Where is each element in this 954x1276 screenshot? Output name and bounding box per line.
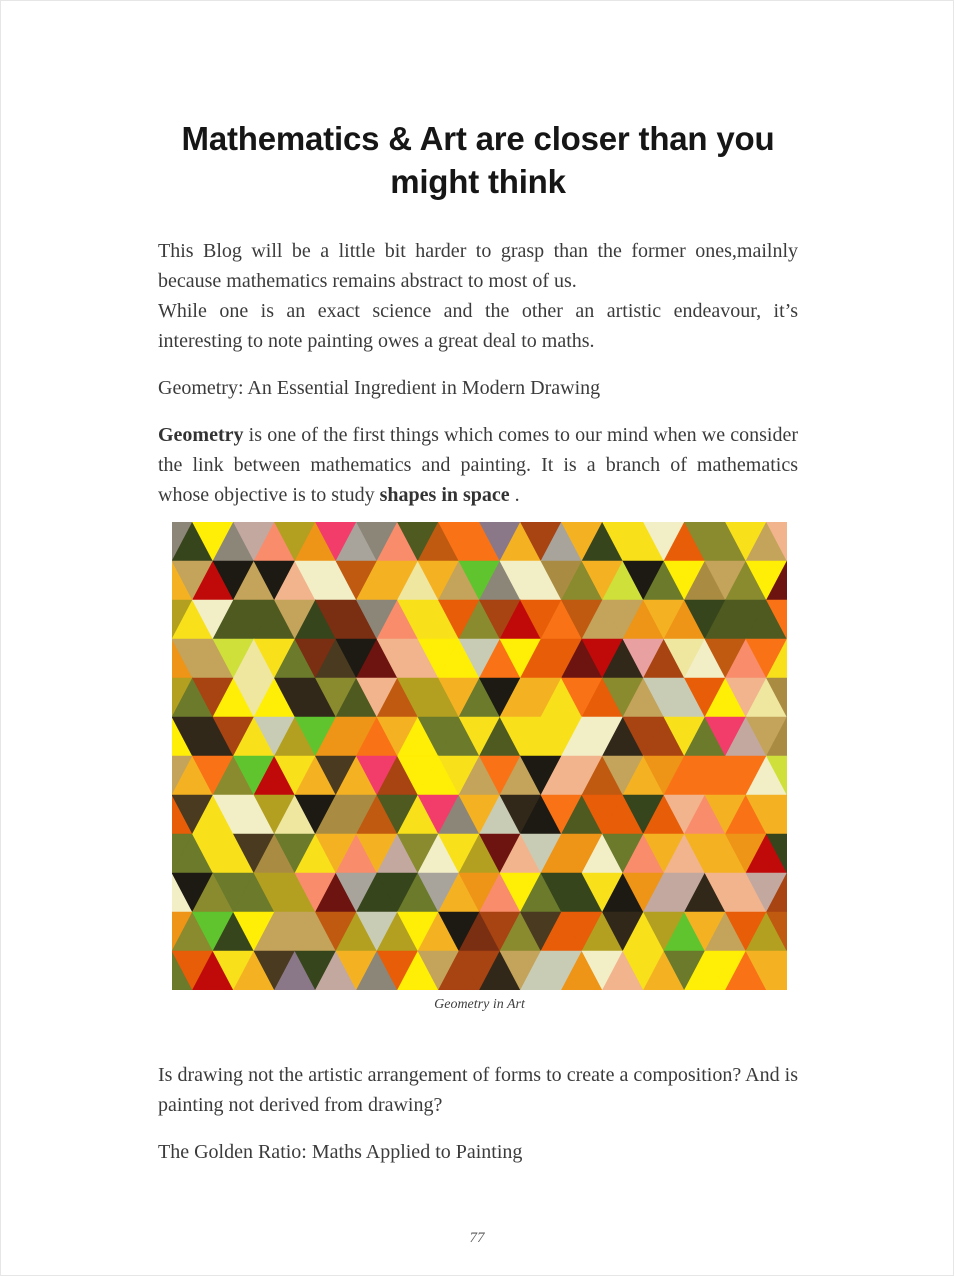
page-title-line1: Mathematics & Art are closer than you bbox=[181, 120, 775, 157]
figure bbox=[172, 522, 787, 1013]
geometry-lead-bold: Geometry bbox=[158, 424, 244, 446]
geometry-paragraph-middle: is one of the first things which comes to our mind when we consider the link between mathematics and painting. It is a branch of mathematics whose objective is to study bbox=[158, 424, 798, 506]
triangle-mosaic-svg bbox=[172, 522, 787, 990]
intro-sentence-1: This Blog will be a little bit harder to grasp than the former ones,mailnly because mathematics remains abstract to most of us. bbox=[158, 240, 798, 292]
page-number: 77 bbox=[469, 1230, 485, 1246]
intro-paragraph bbox=[158, 236, 798, 356]
geometry-section-heading: Geometry: An Essential Ingredient in Modern Drawing bbox=[158, 377, 601, 399]
article-content bbox=[158, 1, 798, 1167]
shapes-in-space-bold: shapes in space bbox=[379, 484, 510, 506]
closing-paragraph: Is drawing not the artistic arrangement of forms to create a composition? And is painting not derived from drawing? bbox=[158, 1064, 798, 1116]
page-title-line2: might think bbox=[390, 163, 566, 200]
figure-caption: Geometry in Art bbox=[434, 997, 525, 1012]
geometry-paragraph-tail: . bbox=[509, 484, 520, 506]
intro-sentence-2: While one is an exact science and the other an artistic endeavour, it’s interesting to note painting owes a great deal to maths. bbox=[158, 300, 798, 352]
page-title bbox=[158, 1, 798, 203]
golden-ratio-heading: The Golden Ratio: Maths Applied to Painting bbox=[158, 1141, 523, 1163]
geometry-paragraph bbox=[158, 420, 798, 510]
geometry-art-image bbox=[172, 522, 787, 990]
